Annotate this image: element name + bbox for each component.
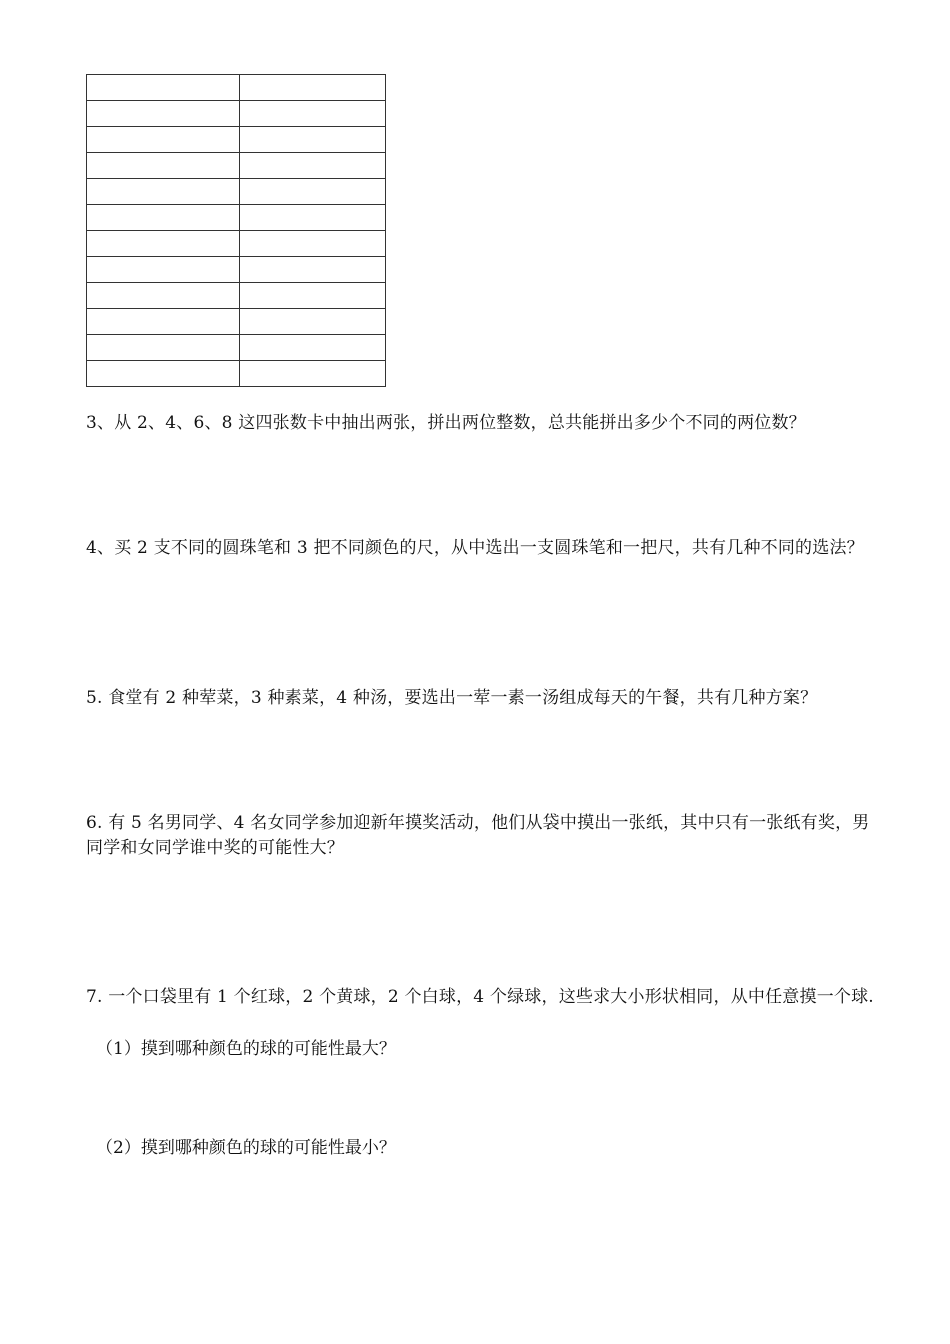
table-cell	[240, 335, 386, 361]
table-cell	[87, 179, 240, 205]
table-cell	[87, 283, 240, 309]
table-cell	[87, 75, 240, 101]
table-cell	[87, 231, 240, 257]
question-5: 5. 食堂有 2 种荤菜，3 种素菜，4 种汤，要选出一荤一素一汤组成每天的午餐，共有几种方案？	[86, 688, 818, 708]
answer-table-body	[87, 75, 386, 387]
table-row	[87, 153, 386, 179]
table-cell	[87, 205, 240, 231]
table-row	[87, 283, 386, 309]
table-row	[87, 205, 386, 231]
table-cell	[240, 309, 386, 335]
question-3: 3、从 2、4、6、8 这四张数卡中抽出两张，拼出两位整数，总共能拼出多少个不同的两位数？	[86, 413, 806, 433]
table-cell	[240, 101, 386, 127]
table-row	[87, 127, 386, 153]
table-row	[87, 231, 386, 257]
table-cell	[240, 231, 386, 257]
table-cell	[240, 127, 386, 153]
table-cell	[87, 101, 240, 127]
table-cell	[240, 283, 386, 309]
table-cell	[87, 127, 240, 153]
table-row	[87, 101, 386, 127]
table-cell	[87, 309, 240, 335]
table-cell	[240, 179, 386, 205]
question-7-part-2: （2）摸到哪种颜色的球的可能性最小？	[96, 1138, 396, 1158]
table-cell	[87, 335, 240, 361]
table-cell	[240, 361, 386, 387]
question-7-part-1: （1）摸到哪种颜色的球的可能性最大？	[96, 1039, 396, 1059]
question-4: 4、买 2 支不同的圆珠笔和 3 把不同颜色的尺，从中选出一支圆珠笔和一把尺，共有几种不同的选法？	[86, 538, 864, 558]
table-cell	[87, 153, 240, 179]
table-cell	[240, 75, 386, 101]
table-cell	[240, 257, 386, 283]
table-row	[87, 335, 386, 361]
answer-table	[86, 74, 386, 387]
question-7: 7. 一个口袋里有 1 个红球，2 个黄球，2 个白球，4 个绿球，这些求大小形状相同，从中任意摸一个球.	[86, 987, 874, 1007]
table-row	[87, 75, 386, 101]
table-row	[87, 361, 386, 387]
table-cell	[240, 205, 386, 231]
table-row	[87, 257, 386, 283]
table-cell	[87, 361, 240, 387]
table-cell	[240, 153, 386, 179]
table-row	[87, 179, 386, 205]
table-row	[87, 309, 386, 335]
question-6: 6. 有 5 名男同学、4 名女同学参加迎新年摸奖活动，他们从袋中摸出一张纸，其中只有一张纸有奖，男同学和女同学谁中奖的可能性大？	[86, 813, 870, 858]
table-cell	[87, 257, 240, 283]
